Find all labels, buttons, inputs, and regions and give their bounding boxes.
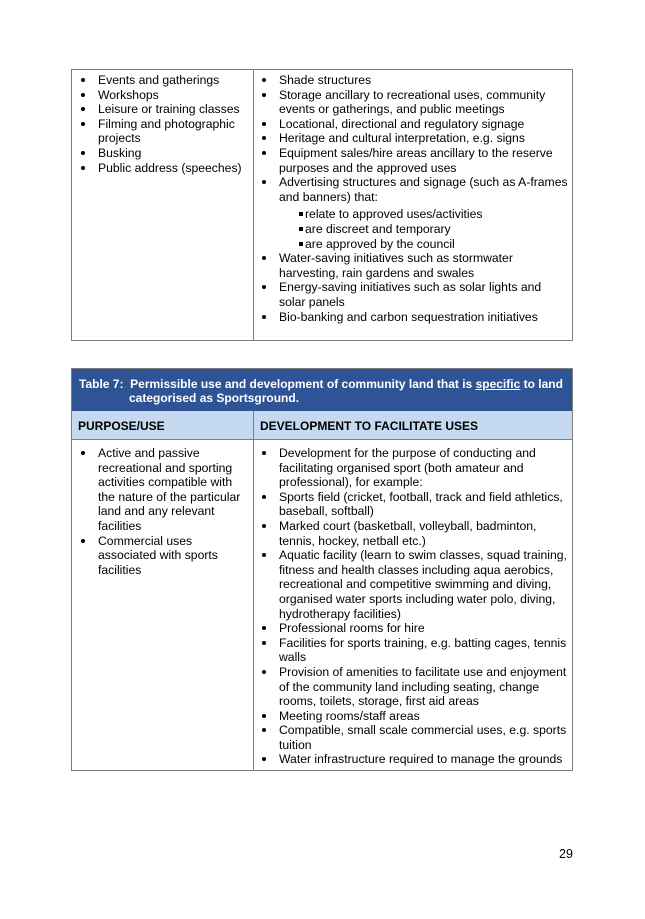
development-column <box>253 70 572 340</box>
list-item: Energy-saving initiatives such as solar lights and solar panels <box>279 280 568 309</box>
table-title-underlined: specific <box>475 377 521 391</box>
sublist-item: are approved by the council <box>305 237 564 252</box>
list-item: Locational, directional and regulatory signage <box>279 117 568 132</box>
list-item: Filming and photographic projects <box>98 117 253 146</box>
list-item: Active and passive recreational and sporting activities compatible with the nature of the particular land and any relevant facilities <box>98 446 249 534</box>
list-item: Facilities for sports training, e.g. batting cages, tennis walls <box>279 635 567 665</box>
development-list <box>253 440 572 767</box>
uses-list <box>72 70 253 175</box>
uses-column <box>72 70 254 340</box>
list-item: Busking <box>98 146 253 161</box>
list-item: Workshops <box>98 88 253 103</box>
purpose-list <box>72 440 253 577</box>
list-item: Bio-banking and carbon sequestration initiatives <box>279 310 568 325</box>
list-item: Events and gatherings <box>98 73 253 88</box>
table-number: Table 7: <box>79 377 124 391</box>
list-item: Provision of amenities to facilitate use and enjoyment of the community land including seating, change rooms, toilets, storage, first aid areas <box>279 664 567 709</box>
list-item: Equipment sales/hire areas ancillary to the reserve purposes and the approved uses <box>279 146 568 175</box>
list-item: Development for the purpose of conducting and facilitating organised sport (both amateur and professional), for example: <box>279 446 568 490</box>
sublist-item: are discreet and temporary <box>305 222 564 237</box>
development-column <box>253 440 572 770</box>
list-item <box>279 175 568 251</box>
continued-uses-table <box>71 69 573 341</box>
purpose-column <box>72 440 254 770</box>
sublist-item: relate to approved uses/activities <box>305 207 564 222</box>
list-item: Storage ancillary to recreational uses, community events or gatherings, and public meetings <box>279 88 568 117</box>
table-title-part-1: Permissible use and development of community land that is <box>130 377 473 391</box>
list-item: Heritage and cultural interpretation, e.g. signs <box>279 131 568 146</box>
page-number: 29 <box>559 847 573 861</box>
header-divider <box>253 411 254 439</box>
list-item: Public address (speeches) <box>98 161 253 176</box>
list-item: Marked court (basketball, volleyball, badminton, tennis, hockey, netball etc.) <box>279 519 568 548</box>
list-item: Meeting rooms/staff areas <box>279 709 568 724</box>
list-item: Sports field (cricket, football, track and field athletics, baseball, softball) <box>279 490 568 519</box>
list-item: Professional rooms for hire <box>279 621 568 636</box>
list-item: Leisure or training classes <box>98 102 253 117</box>
development-column-header: DEVELOPMENT TO FACILITATE USES <box>260 419 479 433</box>
column-headers <box>72 411 572 440</box>
development-list <box>253 70 572 324</box>
list-item: Water infrastructure required to manage the grounds <box>279 752 568 767</box>
table-7-sportsground <box>71 368 573 771</box>
table-title-part-2: to land <box>523 377 563 391</box>
table-title <box>72 369 572 412</box>
table-title-line-2: categorised as Sportsground. <box>129 391 300 405</box>
purpose-column-header: PURPOSE/USE <box>78 419 165 433</box>
list-item: Commercial uses associated with sports facilities <box>98 534 249 578</box>
list-item: Compatible, small scale commercial uses, e.g. sports tuition <box>279 723 567 752</box>
advertising-item-text: Advertising structures and signage (such as A-frames and banners) that: <box>279 175 568 204</box>
list-item: Shade structures <box>279 73 568 88</box>
list-item: Aquatic facility (learn to swim classes, squad training, fitness and health classes including aqua aerobics, recreational and competitive swimming and diving, organised water sports including water polo, diving, hydrotherapy facilities) <box>279 548 567 621</box>
list-item: Water-saving initiatives such as stormwater harvesting, rain gardens and swales <box>279 251 568 280</box>
table-title-line-1 <box>79 377 563 391</box>
advertising-sublist <box>279 204 568 251</box>
